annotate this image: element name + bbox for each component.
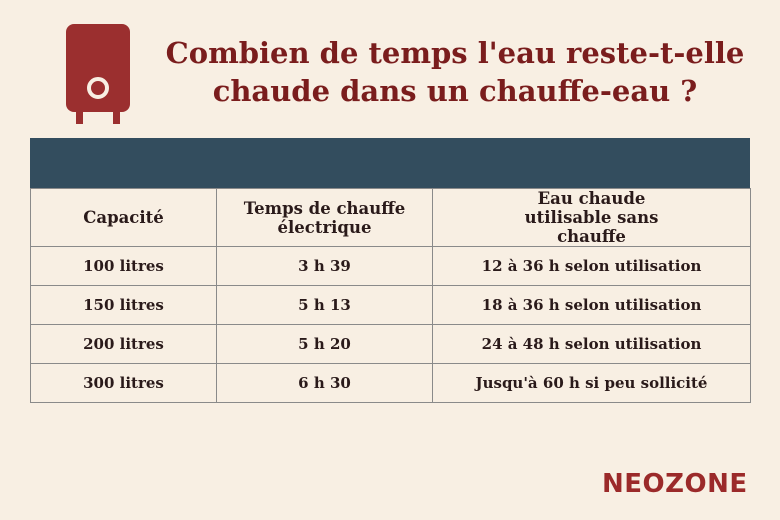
- cell-heating-time: 3 h 39: [217, 247, 433, 286]
- cell-usable-water: Jusqu'à 60 h si peu sollicité: [433, 364, 751, 403]
- title-line-1: Combien de temps l'eau reste-t-elle: [165, 36, 745, 70]
- table-row: [31, 247, 751, 286]
- cell-heating-time: 5 h 20: [217, 325, 433, 364]
- cell-capacity: 300 litres: [31, 364, 217, 403]
- water-heater-icon: [62, 22, 134, 126]
- title-line-2: chaude dans un chauffe-eau ?: [212, 74, 698, 108]
- cell-capacity: 200 litres: [31, 325, 217, 364]
- table-header-bar: [30, 138, 750, 188]
- table-header-row: [31, 189, 751, 247]
- cell-capacity: 150 litres: [31, 286, 217, 325]
- cell-capacity: 100 litres: [31, 247, 217, 286]
- cell-heating-time: 5 h 13: [217, 286, 433, 325]
- header-heating-time: Temps de chauffe électrique: [217, 189, 433, 247]
- cell-usable-water: 12 à 36 h selon utilisation: [433, 247, 751, 286]
- header-capacity: Capacité: [31, 189, 217, 247]
- cell-usable-water: 18 à 36 h selon utilisation: [433, 286, 751, 325]
- brand-logo: NEOZONE: [602, 469, 748, 499]
- header-usable-hot-water: Eau chaude utilisable sans chauffe: [433, 189, 751, 247]
- cell-heating-time: 6 h 30: [217, 364, 433, 403]
- page-title: [140, 34, 770, 110]
- capacity-table: [30, 188, 751, 403]
- table-row: [31, 364, 751, 403]
- cell-usable-water: 24 à 48 h selon utilisation: [433, 325, 751, 364]
- comparison-table: [30, 138, 750, 403]
- table-row: [31, 325, 751, 364]
- table-row: [31, 286, 751, 325]
